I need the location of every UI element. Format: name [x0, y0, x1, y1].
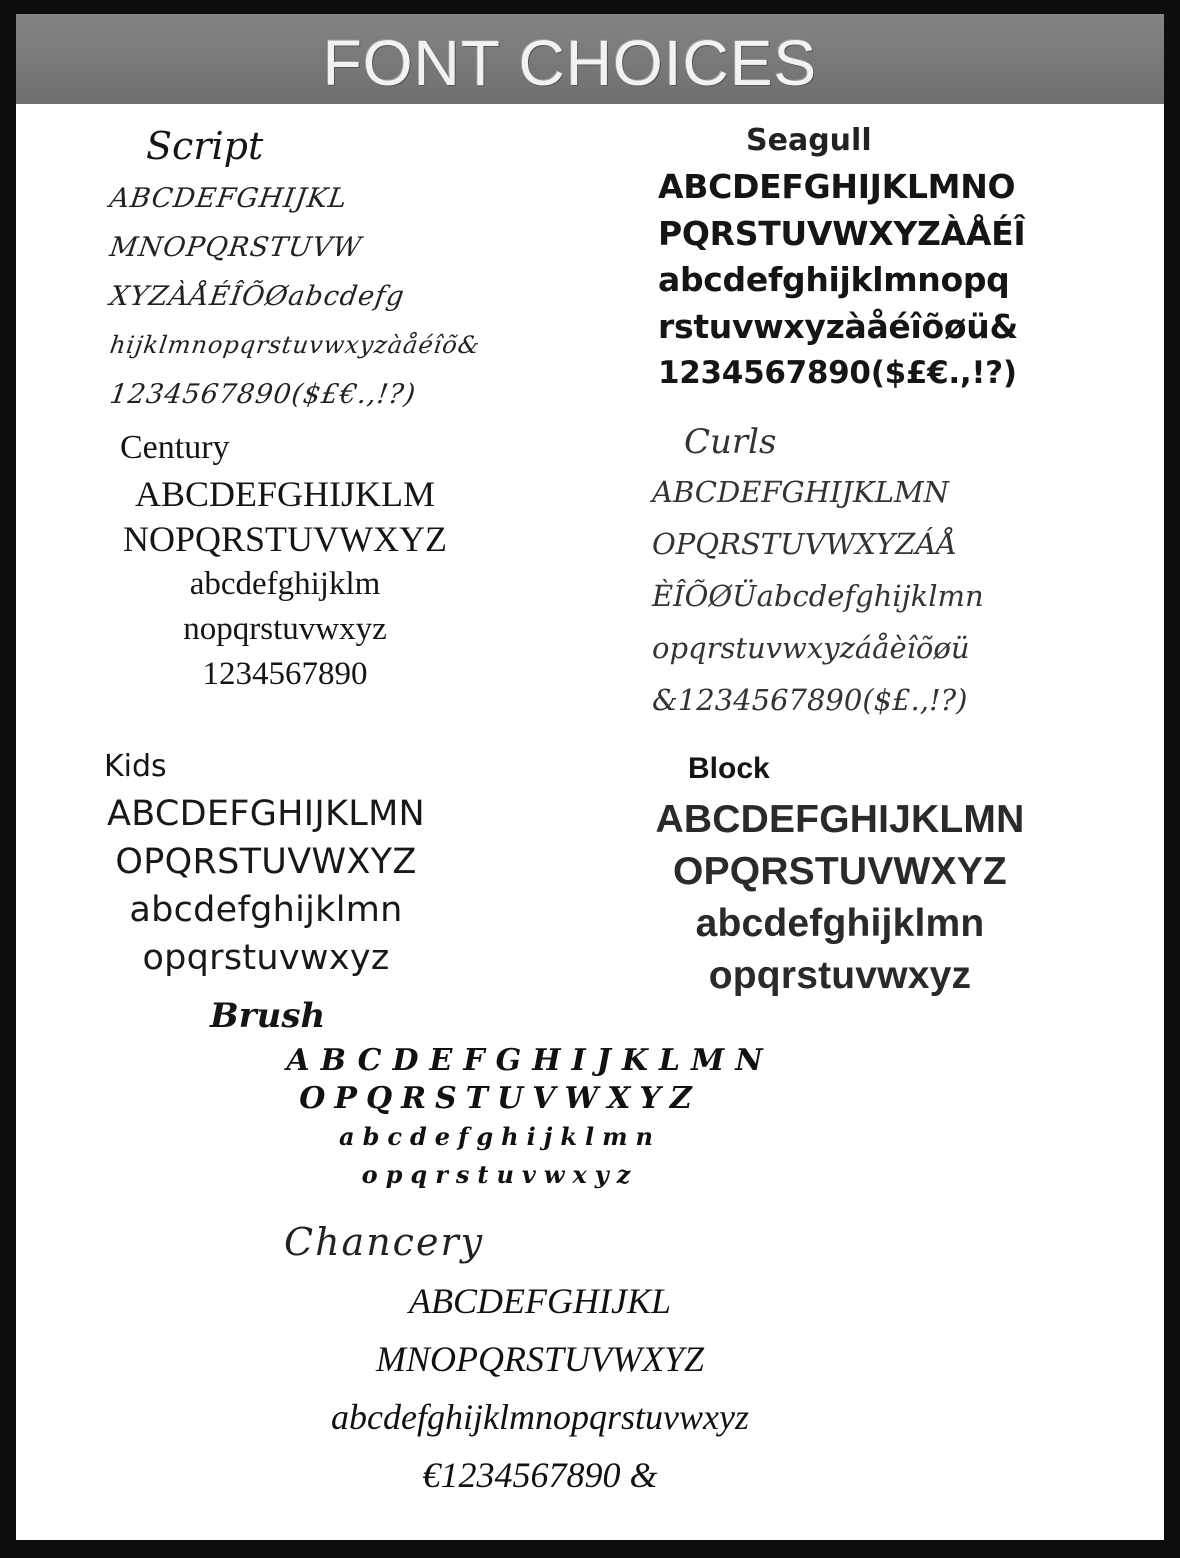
- font-sample-block: [630, 744, 1050, 1002]
- sample-line: 1234567890($£€.,!?): [658, 355, 1017, 391]
- sample-line: opqrstuvwxyz: [361, 1160, 639, 1189]
- font-sample-curls: [652, 418, 1052, 726]
- page-title: FONT CHOICES: [322, 27, 818, 99]
- sample-line: opqrstuvwxyz: [708, 954, 972, 997]
- sample-line: ABCDEFGHIJKLMNO: [658, 167, 1016, 206]
- font-sample-century: [100, 424, 470, 697]
- sample-line: 1234567890($£€.,!?): [107, 379, 419, 410]
- font-name-seagull: Seagull: [746, 123, 872, 158]
- sample-line: ABCDEFGHIJKL: [107, 183, 350, 214]
- sample-line: OPQRSTUVWXYZ: [115, 842, 417, 882]
- font-name-block: Block: [688, 752, 770, 785]
- font-name-script: Script: [146, 124, 264, 168]
- sample-line: rstuvwxyzàåéîõøü&: [658, 306, 1018, 346]
- font-sample-seagull: [658, 118, 1058, 397]
- sample-line: ABCDEFGHIJKLMN: [106, 794, 426, 834]
- sample-line: ABCDEFGHIJKLMN: [655, 798, 1025, 841]
- font-sample-brush: [190, 990, 870, 1194]
- sample-line: PQRSTUVWXYZÀÅÉÎ: [658, 213, 1026, 253]
- sample-line: ÈÎÕØÜabcdefghijklmn: [652, 579, 984, 613]
- sample-line: €1234567890 &: [422, 1455, 658, 1495]
- sample-line: OPQRSTUVWXYZ: [299, 1081, 701, 1116]
- sample-line: abcdefghijklmn: [339, 1122, 661, 1151]
- sample-line: abcdefghijklm: [189, 566, 381, 602]
- sample-line: abcdefghijklmnopq: [658, 260, 1010, 299]
- sample-line: NOPQRSTUVWXYZ: [123, 519, 447, 559]
- sample-line: abcdefghijklmn: [129, 890, 403, 930]
- sample-line: opqrstuvwxyzáåèîõøü: [652, 631, 970, 665]
- sample-line: ABCDEFGHIJKL: [409, 1281, 671, 1321]
- sample-line: 1234567890: [202, 656, 368, 692]
- font-sample-kids: [56, 744, 476, 982]
- sample-line: MNOPQRSTUVW: [107, 232, 364, 263]
- font-sample-script: [107, 118, 510, 419]
- sample-line: abcdefghijklmnopqrstuvwxyz: [331, 1397, 749, 1437]
- header-banner: [16, 14, 1164, 104]
- font-sample-chancery: [280, 1212, 800, 1504]
- font-name-century: Century: [120, 429, 230, 466]
- sample-line: opqrstuvwxyz: [142, 938, 390, 978]
- sample-line: ABCDEFGHIJKLMN: [652, 475, 950, 509]
- sample-line: nopqrstuvwxyz: [183, 611, 387, 647]
- sample-line: &1234567890($£.,!?): [652, 683, 968, 717]
- sample-line: XYZÀÅÉÎÕØabcdefg: [107, 281, 407, 312]
- font-name-kids: Kids: [104, 749, 167, 784]
- sample-line: ABCDEFGHIJKLM: [134, 474, 436, 514]
- sample-line: abcdefghijklmn: [695, 902, 985, 945]
- font-name-curls: Curls: [684, 422, 777, 462]
- sample-line: ABCDEFGHIJKLMN: [286, 1043, 774, 1078]
- sample-line: OPQRSTUVWXYZ: [673, 850, 1007, 893]
- sample-line: OPQRSTUVWXYZÁÅ: [652, 527, 958, 561]
- sample-line: MNOPQRSTUVWXYZ: [375, 1339, 704, 1379]
- font-name-chancery: Chancery: [284, 1220, 485, 1264]
- sample-line: hijklmnopqrstuvwxyzàåéîõ&: [108, 331, 483, 359]
- font-name-brush: Brush: [210, 996, 326, 1036]
